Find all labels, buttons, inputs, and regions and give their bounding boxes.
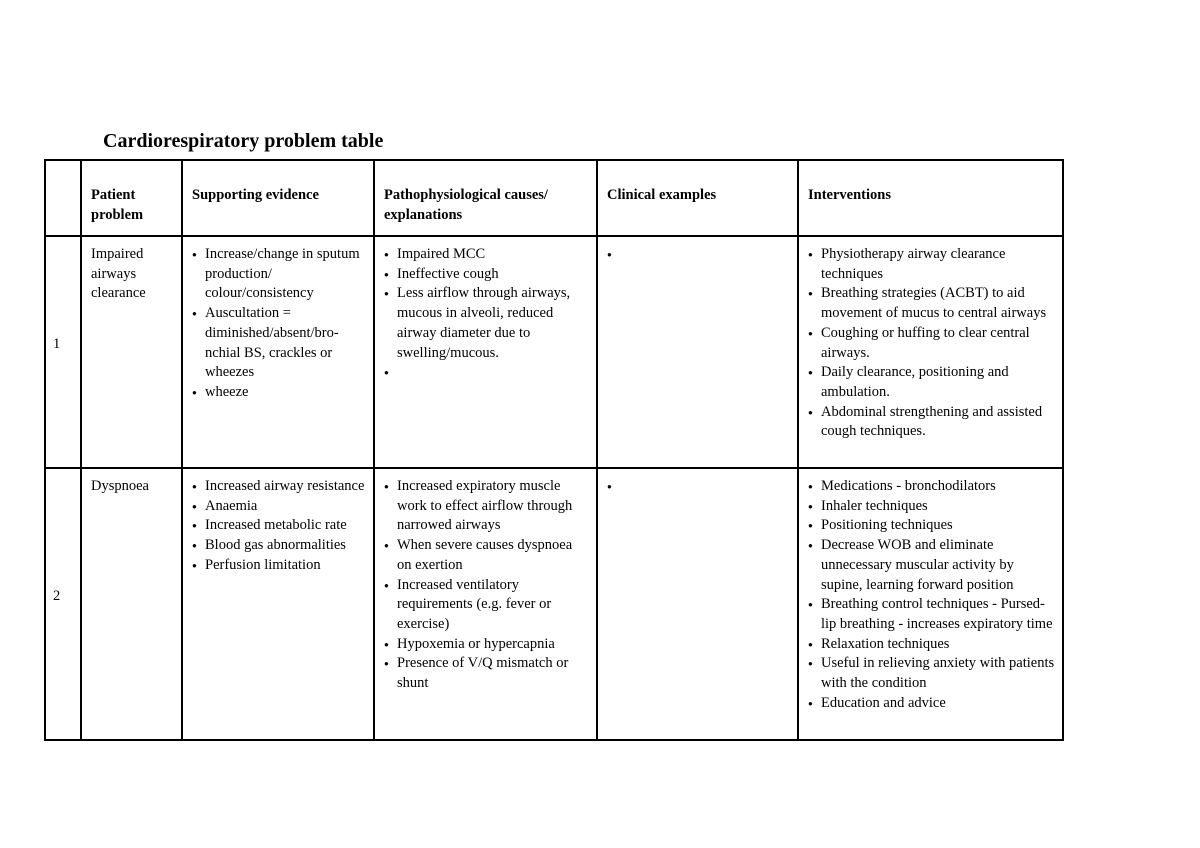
list-item: ● Useful in relieving anxiety with patients with the condition bbox=[808, 654, 1056, 693]
patient-problem-cell: Dyspnoea bbox=[81, 468, 182, 740]
bullet-list bbox=[607, 477, 791, 497]
list-item: ● Medications - bronchodilators bbox=[808, 477, 1056, 497]
list-item: ● Relaxation techniques bbox=[808, 635, 1056, 655]
interventions-cell bbox=[798, 468, 1063, 740]
bullet-list bbox=[808, 477, 1056, 713]
header-interventions: Interventions bbox=[798, 160, 1063, 236]
page-title: Cardiorespiratory problem table bbox=[103, 130, 384, 152]
bullet-list bbox=[808, 245, 1056, 442]
list-item: ● Abdominal strengthening and assisted cough techniques. bbox=[808, 403, 1056, 442]
table-header-row bbox=[45, 160, 1063, 236]
list-item: ● Physiotherapy airway clearance techniques bbox=[808, 245, 1056, 284]
clinical-examples-cell bbox=[597, 468, 798, 740]
list-item: ● Inhaler techniques bbox=[808, 497, 1056, 517]
supporting-evidence-cell bbox=[182, 236, 374, 468]
row-number: 2 bbox=[53, 588, 61, 605]
list-item: ● Breathing strategies (ACBT) to aid movement of mucus to central airways bbox=[808, 284, 1056, 323]
pathophysiological-cell bbox=[374, 236, 597, 468]
list-item: ● Increased ventilatory requirements (e.g. fever or exercise) bbox=[384, 576, 590, 635]
header-number bbox=[45, 160, 81, 236]
row-number: 1 bbox=[53, 336, 61, 353]
list-item: ● Ineffective cough bbox=[384, 265, 590, 285]
bullet-list bbox=[384, 477, 590, 694]
list-item bbox=[607, 477, 791, 497]
list-item: ● Anaemia bbox=[192, 497, 367, 517]
bullet-list bbox=[607, 245, 791, 265]
row-number-cell bbox=[45, 468, 81, 740]
clinical-examples-cell bbox=[597, 236, 798, 468]
list-item: ● Decrease WOB and eliminate unnecessary muscular activity by supine, learning forward position bbox=[808, 536, 1056, 595]
list-item: ● Less airflow through airways, mucous in alveoli, reduced airway diameter due to swelling/mucous. bbox=[384, 284, 590, 363]
list-item bbox=[384, 363, 590, 383]
header-pathophysiological: Pathophysiological causes/ explanations bbox=[374, 160, 597, 236]
problem-table bbox=[44, 159, 1064, 741]
list-item: ● Increased metabolic rate bbox=[192, 516, 367, 536]
list-item: ● Daily clearance, positioning and ambulation. bbox=[808, 363, 1056, 402]
list-item: ● Hypoxemia or hypercapnia bbox=[384, 635, 590, 655]
list-item: ● Breathing control techniques - Pursed-lip breathing - increases expiratory time bbox=[808, 595, 1056, 634]
header-supporting-evidence: Supporting evidence bbox=[182, 160, 374, 236]
list-item: ● Increased expiratory muscle work to effect airflow through narrowed airways bbox=[384, 477, 590, 536]
supporting-evidence-cell bbox=[182, 468, 374, 740]
bullet-list bbox=[192, 245, 367, 403]
header-patient-problem: Patient problem bbox=[81, 160, 182, 236]
pathophysiological-cell bbox=[374, 468, 597, 740]
list-item: ● Auscultation = diminished/absent/bro-nchial BS, crackles or wheezes bbox=[192, 304, 367, 383]
list-item: ● Positioning techniques bbox=[808, 516, 1056, 536]
bullet-list bbox=[192, 477, 367, 576]
list-item: ● Blood gas abnormalities bbox=[192, 536, 367, 556]
list-item: ● Education and advice bbox=[808, 694, 1056, 714]
list-item: ● Increase/change in sputum production/ colour/consistency bbox=[192, 245, 367, 304]
row-number-cell bbox=[45, 236, 81, 468]
bullet-list bbox=[384, 245, 590, 383]
table-body bbox=[45, 236, 1063, 740]
list-item: ● Coughing or huffing to clear central airways. bbox=[808, 324, 1056, 363]
table-row bbox=[45, 236, 1063, 468]
list-item: ● wheeze bbox=[192, 383, 367, 403]
list-item: ● Increased airway resistance bbox=[192, 477, 367, 497]
patient-problem-cell: Impaired airways clearance bbox=[81, 236, 182, 468]
list-item: ● When severe causes dyspnoea on exertion bbox=[384, 536, 590, 575]
list-item: ● Impaired MCC bbox=[384, 245, 590, 265]
interventions-cell bbox=[798, 236, 1063, 468]
list-item: ● Presence of V/Q mismatch or shunt bbox=[384, 654, 590, 693]
list-item bbox=[607, 245, 791, 265]
header-clinical-examples: Clinical examples bbox=[597, 160, 798, 236]
list-item: ● Perfusion limitation bbox=[192, 556, 367, 576]
table-row bbox=[45, 468, 1063, 740]
